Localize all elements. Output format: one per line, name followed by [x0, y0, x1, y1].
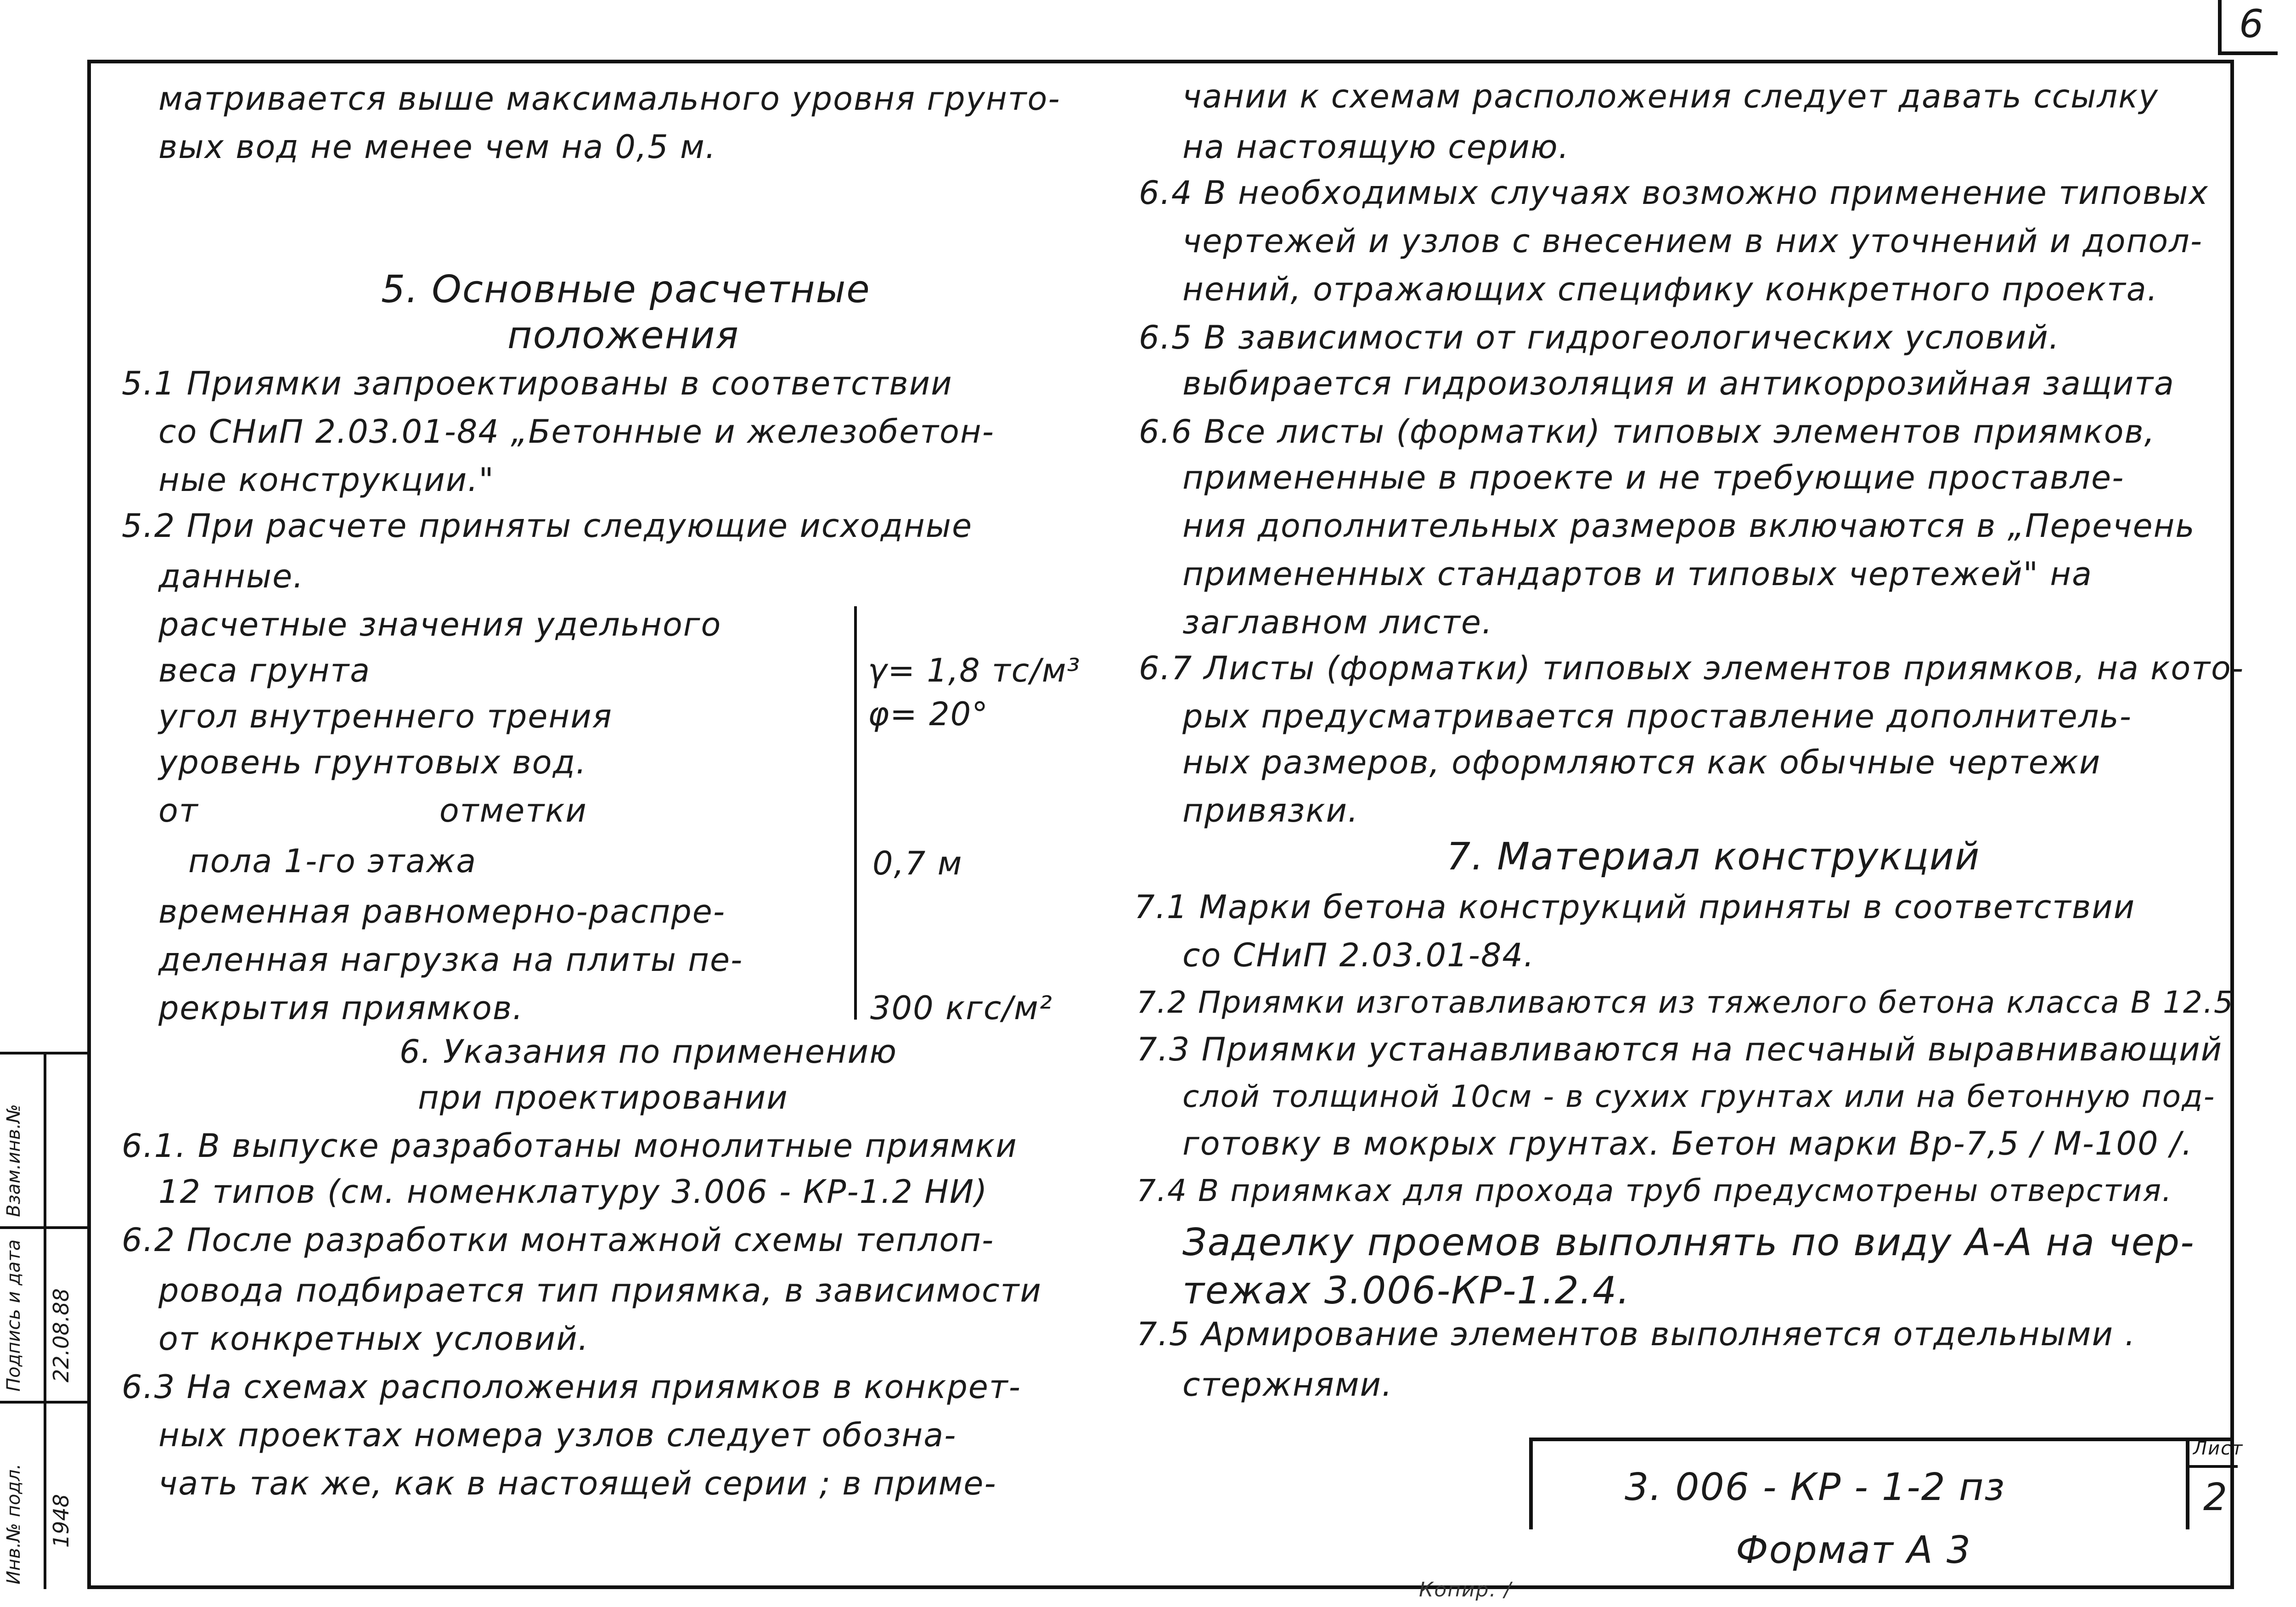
text-line: 12 типов (см. номенклатуру 3.006 - КР-1.2 НИ)	[158, 1173, 988, 1211]
text-line: 7.3 Приямки устанавливаются на песчаный выравнивающий	[1137, 1031, 2223, 1068]
text-line: ные конструкции."	[158, 461, 495, 499]
section-heading: 7. Материал конструкций	[1446, 835, 1981, 879]
copy-note: Копир. /	[1419, 1578, 1512, 1601]
text-line: 6.7 Листы (форматки) типовых элементов приямков, на кото-	[1139, 649, 2245, 687]
param-value: 0,7 м	[872, 845, 963, 882]
text-line: готовку в мокрых грунтах. Бетон марки Вр-7,5 / М-100 /.	[1182, 1125, 2193, 1162]
text-line: примененных стандартов и типовых чертежей" на	[1182, 555, 2093, 593]
text-line: чертежей и узлов с внесением в них уточнений и допол-	[1182, 222, 2203, 260]
section-heading: положения	[507, 314, 739, 357]
param-label: от отметки	[158, 792, 587, 829]
text-line: 5.2 При расчете приняты следующие исходные	[122, 507, 973, 545]
text-line: выбирается гидроизоляция и антикоррозийная защита	[1182, 365, 2175, 402]
side-value-date: 22.08.88	[49, 1288, 73, 1382]
param-label: расчетные значения удельного	[158, 606, 722, 643]
side-divider	[0, 1401, 87, 1404]
param-label: угол внутреннего трения	[158, 698, 613, 735]
side-label-replace-inv: Взам.инв.№	[3, 1104, 24, 1217]
section-heading: при проектировании	[418, 1079, 788, 1116]
text-line: чании к схемам расположения следует давать ссылку	[1182, 78, 2159, 115]
param-label: временная равномерно-распре-	[158, 893, 726, 930]
text-line: стержнями.	[1182, 1366, 1393, 1404]
param-value: φ= 20°	[868, 695, 989, 733]
sheet-label: Лист	[2193, 1438, 2244, 1459]
section-heading: 5. Основные расчетные	[381, 268, 871, 311]
text-line: 7.1 Марки бетона конструкций приняты в соответствии	[1134, 888, 2136, 926]
text-line: на настоящую серию.	[1182, 128, 1570, 166]
side-label-inv-original: Инв.№ подл.	[3, 1463, 24, 1584]
text-line: 6.6 Все листы (форматки) типовых элементов приямков,	[1139, 413, 2155, 451]
text-line: ния дополнительных размеров включаются в „Перечень	[1182, 507, 2195, 545]
side-value-inv: 1948	[49, 1494, 73, 1548]
side-label-signature-date: Подпись и дата	[3, 1239, 24, 1392]
text-line: 5.1 Приямки запроектированы в соответствии	[122, 365, 953, 402]
side-divider	[44, 1052, 46, 1589]
text-line: чать так же, как в настоящей серии ; в приме-	[158, 1465, 997, 1502]
param-value: γ= 1,8 тс/м³	[868, 652, 1081, 689]
sheet-divider	[2189, 1465, 2238, 1468]
text-line: 7.5 Армирование элементов выполняется отдельными .	[1137, 1315, 2136, 1353]
text-line: 7.2 Приямки изготавливаются из тяжелого бетона класса В 12.5	[1137, 985, 2234, 1020]
format-label: Формат А 3	[1736, 1528, 1972, 1572]
sheet-number-box	[2186, 1438, 2244, 1529]
side-divider	[0, 1226, 87, 1229]
param-label: пола 1-го этажа	[188, 842, 477, 880]
text-line: примененные в проекте и не требующие проставле-	[1182, 459, 2125, 496]
text-line: данные.	[158, 558, 304, 595]
section-heading: 6. Указания по применению	[400, 1033, 898, 1071]
side-stamp	[0, 1052, 87, 1589]
text-line: заглавном листе.	[1182, 603, 1493, 641]
text-line: 6.4 В необходимых случаях возможно применение типовых	[1139, 174, 2209, 212]
params-divider	[854, 606, 857, 1020]
text-line: ных размеров, оформляются как обычные чертежи	[1182, 744, 2101, 781]
text-line: 6.3 На схемах расположения приямков в конкрет-	[122, 1368, 1021, 1406]
text-line: матривается выше максимального уровня грунто-	[158, 80, 1061, 118]
param-label: уровень грунтовых вод.	[158, 744, 587, 781]
text-line: ных проектах номера узлов следует обозна-	[158, 1416, 957, 1454]
text-line: ровода подбирается тип приямка, в зависимости	[158, 1272, 1042, 1309]
side-divider	[0, 1052, 87, 1054]
text-line: со СНиП 2.03.01-84 „Бетонные и железобетон-	[158, 413, 995, 451]
text-line: рых предусматривается проставление дополнитель-	[1182, 698, 2132, 735]
text-line: со СНиП 2.03.01-84.	[1182, 936, 1535, 974]
text-line: 7.4 В приямках для прохода труб предусмотрены отверстия.	[1137, 1173, 2173, 1208]
corner-page-number: 6	[2239, 1, 2265, 46]
text-line: привязки.	[1182, 792, 1359, 829]
param-label: веса грунта	[158, 652, 371, 689]
text-line: тежах 3.006-КР-1.2.4.	[1182, 1269, 1631, 1313]
text-line: от конкретных условий.	[158, 1320, 589, 1358]
corner-page-box	[2218, 0, 2278, 55]
param-value: 300 кгс/м²	[870, 989, 1053, 1027]
text-line: вых вод не менее чем на 0,5 м.	[158, 128, 717, 166]
param-label: рекрытия приямков.	[158, 989, 524, 1027]
text-line: 6.2 После разработки монтажной схемы теплоп-	[122, 1221, 995, 1259]
text-line: Заделку проемов выполнять по виду А-А на чер-	[1182, 1221, 2195, 1264]
title-stamp	[1529, 1438, 2234, 1529]
param-label: деленная нагрузка на плиты пе-	[158, 941, 743, 979]
text-line: нений, отражающих специфику конкретного проекта.	[1182, 271, 2158, 308]
document-code: 3. 006 - КР - 1-2 пз	[1625, 1466, 2006, 1509]
sheet-number: 2	[2203, 1476, 2228, 1519]
text-line: слой толщиной 10см - в сухих грунтах или на бетонную под-	[1182, 1079, 2216, 1114]
text-line: 6.5 В зависимости от гидрогеологических условий.	[1139, 319, 2060, 356]
text-line: 6.1. В выпуске разработаны монолитные приямки	[122, 1127, 1018, 1165]
